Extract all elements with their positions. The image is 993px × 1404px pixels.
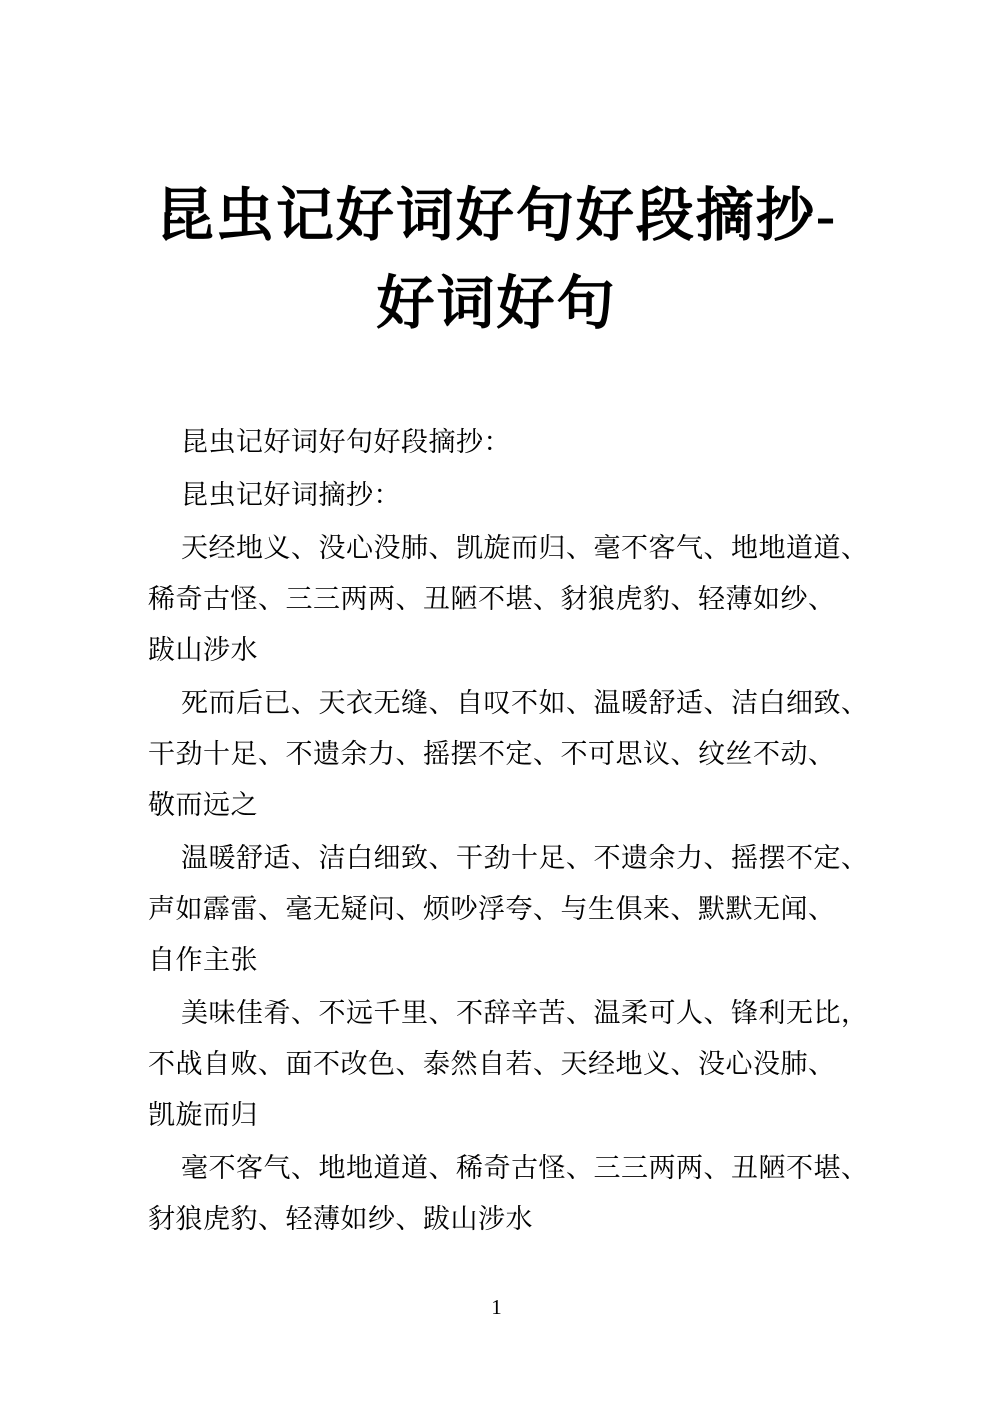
paragraph-line: 跋山涉水 xyxy=(148,635,258,665)
paragraph-line: 自作主张 xyxy=(148,945,258,975)
paragraph-line: 温暖舒适、洁白细致、干劲十足、不遗余力、摇摆不定、 xyxy=(181,843,869,873)
document-title-line-2: 好词好句 xyxy=(376,271,617,336)
paragraph-line: 凯旋而归 xyxy=(148,1100,258,1130)
paragraph-line: 声如霹雷、毫无疑问、烦吵浮夸、与生俱来、默默无闻、 xyxy=(148,894,836,924)
paragraph xyxy=(148,833,869,986)
paragraph xyxy=(148,988,869,1141)
page-footer xyxy=(0,1294,993,1320)
paragraph-line: 天经地义、没心没肺、凯旋而归、毫不客气、地地道道、 xyxy=(181,533,869,563)
paragraph-line: 干劲十足、不遗余力、摇摆不定、不可思议、纹丝不动、 xyxy=(148,739,836,769)
paragraph xyxy=(148,678,869,831)
paragraph-line: 美味佳肴、不远千里、不辞辛苦、温柔可人、锋利无比， xyxy=(181,998,869,1028)
paragraph-line: 豺狼虎豹、轻薄如纱、跋山涉水 xyxy=(148,1204,533,1234)
paragraph-line: 死而后已、天衣无缝、自叹不如、温暖舒适、洁白细致、 xyxy=(181,688,869,718)
paragraph xyxy=(148,1143,869,1245)
paragraph xyxy=(148,470,854,521)
document-body xyxy=(148,417,869,1247)
document-title xyxy=(0,172,993,348)
paragraph-line: 昆虫记好词摘抄： xyxy=(181,480,401,510)
paragraph xyxy=(148,523,869,676)
paragraph-line: 敬而远之 xyxy=(148,790,258,820)
page-number: 1 xyxy=(491,1295,502,1319)
paragraph xyxy=(148,417,854,468)
paragraph-line: 毫不客气、地地道道、稀奇古怪、三三两两、丑陋不堪、 xyxy=(181,1153,869,1183)
paragraph-line: 昆虫记好词好句好段摘抄： xyxy=(181,427,511,457)
paragraph-line: 稀奇古怪、三三两两、丑陋不堪、豺狼虎豹、轻薄如纱、 xyxy=(148,584,836,614)
paragraph-line: 不战自败、面不改色、泰然自若、天经地义、没心没肺、 xyxy=(148,1049,836,1079)
document-title-line-1: 昆虫记好词好句好段摘抄- xyxy=(155,183,838,248)
